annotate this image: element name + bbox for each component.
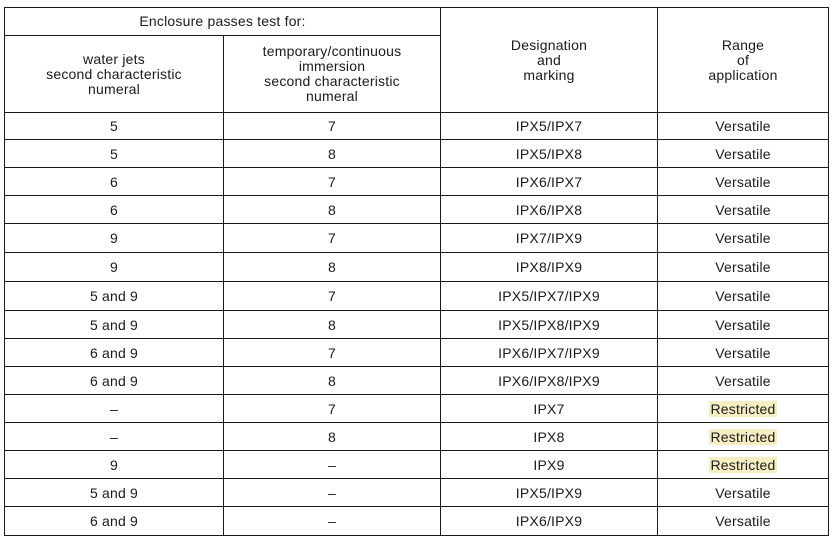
cell-water-jets xyxy=(5,168,224,196)
cell-immersion xyxy=(224,339,441,367)
cell-range xyxy=(658,451,829,479)
cell-designation xyxy=(441,311,658,339)
cell-immersion-text: 7 xyxy=(328,344,336,361)
cell-range-text: Versatile xyxy=(715,173,771,190)
table-row xyxy=(5,282,829,311)
cell-immersion xyxy=(224,507,441,536)
table-row xyxy=(5,253,829,282)
cell-range xyxy=(658,224,829,253)
cell-water-jets-text: 9 xyxy=(110,259,118,275)
table-row xyxy=(5,339,829,367)
cell-designation-text: IPX5/IPX7/IPX9 xyxy=(498,288,600,304)
cell-designation xyxy=(441,196,658,224)
cell-immersion xyxy=(224,282,441,311)
cell-water-jets xyxy=(5,451,224,479)
cell-water-jets xyxy=(5,507,224,536)
cell-range-text: Versatile xyxy=(715,344,771,361)
table-row xyxy=(5,168,829,196)
cell-designation xyxy=(441,507,658,536)
table-row xyxy=(5,479,829,507)
cell-range-text: Versatile xyxy=(715,316,771,333)
cell-range-text: Versatile xyxy=(715,372,771,389)
cell-immersion-text: 8 xyxy=(328,316,336,333)
cell-designation xyxy=(441,451,658,479)
table-row xyxy=(5,311,829,339)
cell-designation-text: IPX5/IPX7 xyxy=(515,118,583,134)
cell-water-jets-text: 9 xyxy=(110,230,118,246)
table-row xyxy=(5,224,829,253)
cell-immersion xyxy=(224,168,441,196)
cell-designation-text: IPX6/IPX8 xyxy=(515,201,583,218)
header-water-jets xyxy=(5,36,224,113)
cell-range xyxy=(658,282,829,311)
cell-range xyxy=(658,339,829,367)
cell-immersion xyxy=(224,253,441,282)
restricted-highlight: Restricted xyxy=(710,400,776,417)
cell-immersion-text: 8 xyxy=(328,201,336,218)
cell-water-jets xyxy=(5,282,224,311)
cell-immersion xyxy=(224,395,441,423)
cell-water-jets-text: – xyxy=(110,400,118,417)
table-row xyxy=(5,507,829,536)
header-line: Range xyxy=(721,36,765,53)
cell-immersion-text: 8 xyxy=(328,259,336,275)
cell-designation-text: IPX6/IPX8/IPX9 xyxy=(498,372,600,389)
cell-designation-text: IPX5/IPX9 xyxy=(515,484,583,501)
cell-range xyxy=(658,367,829,395)
header-line: second characteristic xyxy=(264,73,400,89)
cell-range xyxy=(658,253,829,282)
cell-range xyxy=(658,113,829,140)
cell-designation xyxy=(441,479,658,507)
cell-designation-text: IPX7/IPX9 xyxy=(515,230,583,246)
cell-water-jets xyxy=(5,479,224,507)
cell-range-text: Versatile xyxy=(715,513,771,529)
cell-range xyxy=(658,423,829,451)
cell-immersion xyxy=(224,311,441,339)
cell-water-jets-text: 5 xyxy=(110,145,118,162)
header-line: marking xyxy=(523,66,575,83)
cell-immersion-text: 7 xyxy=(328,173,336,190)
table-row xyxy=(5,196,829,224)
cell-designation xyxy=(441,224,658,253)
header-line: water jets xyxy=(83,50,145,67)
cell-immersion-text: 7 xyxy=(328,400,336,417)
cell-designation xyxy=(441,140,658,168)
cell-immersion-text: – xyxy=(328,456,336,473)
cell-water-jets-text: 6 and 9 xyxy=(89,372,139,389)
ip-rating-table xyxy=(4,7,829,536)
cell-immersion xyxy=(224,224,441,253)
cell-water-jets-text: – xyxy=(110,428,118,445)
header-line: numeral xyxy=(306,88,358,104)
cell-range-text: Versatile xyxy=(715,145,771,162)
cell-range-text: Versatile xyxy=(715,201,771,218)
cell-water-jets xyxy=(5,224,224,253)
cell-water-jets xyxy=(5,339,224,367)
cell-immersion xyxy=(224,113,441,140)
cell-range-text: Versatile xyxy=(715,230,771,246)
header-line: application xyxy=(708,66,778,83)
cell-range xyxy=(658,479,829,507)
header-line: temporary/continuous xyxy=(262,43,402,59)
cell-water-jets-text: 5 and 9 xyxy=(89,316,139,333)
cell-designation-text: IPX6/IPX9 xyxy=(515,513,583,529)
cell-range-text: Versatile xyxy=(715,288,771,304)
cell-designation-text: IPX7 xyxy=(533,400,565,417)
cell-water-jets xyxy=(5,196,224,224)
cell-designation-text: IPX6/IPX7 xyxy=(515,173,583,190)
cell-designation-text: IPX9 xyxy=(533,456,565,473)
cell-water-jets xyxy=(5,367,224,395)
table-row xyxy=(5,367,829,395)
cell-designation-text: IPX5/IPX8 xyxy=(515,145,583,162)
cell-immersion-text: 8 xyxy=(328,428,336,445)
cell-designation xyxy=(441,253,658,282)
table-row xyxy=(5,140,829,168)
cell-water-jets-text: 6 and 9 xyxy=(89,513,139,529)
table-row xyxy=(5,423,829,451)
cell-range xyxy=(658,507,829,536)
cell-immersion xyxy=(224,423,441,451)
cell-immersion-text: 7 xyxy=(328,288,336,304)
cell-designation xyxy=(441,367,658,395)
cell-immersion xyxy=(224,451,441,479)
cell-water-jets xyxy=(5,395,224,423)
cell-range-text: Versatile xyxy=(715,484,771,501)
header-line: of xyxy=(736,51,750,68)
cell-immersion xyxy=(224,140,441,168)
cell-designation-text: IPX5/IPX8/IPX9 xyxy=(498,316,600,333)
header-line: immersion xyxy=(298,58,366,74)
cell-immersion xyxy=(224,196,441,224)
cell-designation-text: IPX8 xyxy=(533,428,565,445)
cell-designation-text: IPX8/IPX9 xyxy=(515,259,583,275)
cell-immersion-text: – xyxy=(328,484,336,501)
cell-water-jets xyxy=(5,113,224,140)
cell-water-jets xyxy=(5,253,224,282)
cell-immersion-text: 8 xyxy=(328,145,336,162)
cell-range xyxy=(658,311,829,339)
cell-water-jets xyxy=(5,311,224,339)
cell-immersion-text: 8 xyxy=(328,372,336,389)
cell-immersion-text: 7 xyxy=(328,118,336,134)
cell-water-jets xyxy=(5,140,224,168)
cell-immersion-text: – xyxy=(328,513,336,529)
cell-range xyxy=(658,140,829,168)
cell-water-jets-text: 6 xyxy=(110,201,118,218)
cell-range xyxy=(658,196,829,224)
header-range-of-application xyxy=(658,8,829,113)
cell-designation xyxy=(441,282,658,311)
cell-water-jets-text: 5 xyxy=(110,118,118,134)
cell-water-jets-text: 5 and 9 xyxy=(89,288,139,304)
group-header-enclosure-passes-test: Enclosure passes test for: xyxy=(5,8,441,36)
cell-range xyxy=(658,395,829,423)
header-line: second characteristic xyxy=(46,65,182,82)
cell-designation xyxy=(441,423,658,451)
cell-immersion xyxy=(224,479,441,507)
cell-immersion-text: 7 xyxy=(328,230,336,246)
cell-water-jets-text: 5 and 9 xyxy=(89,484,139,501)
table-row xyxy=(5,451,829,479)
header-line: numeral xyxy=(88,80,140,97)
cell-range-text: Versatile xyxy=(715,118,771,134)
restricted-highlight: Restricted xyxy=(710,456,776,473)
cell-designation xyxy=(441,395,658,423)
cell-range xyxy=(658,168,829,196)
header-designation-and-marking xyxy=(441,8,658,113)
table-row xyxy=(5,113,829,140)
cell-designation xyxy=(441,168,658,196)
cell-designation xyxy=(441,339,658,367)
cell-water-jets-text: 9 xyxy=(110,456,118,473)
restricted-highlight: Restricted xyxy=(710,428,776,445)
header-immersion xyxy=(224,36,441,113)
table-body xyxy=(5,113,829,536)
header-line: and xyxy=(537,51,561,68)
cell-water-jets-text: 6 xyxy=(110,173,118,190)
cell-immersion xyxy=(224,367,441,395)
cell-designation-text: IPX6/IPX7/IPX9 xyxy=(498,344,600,361)
cell-water-jets-text: 6 and 9 xyxy=(89,344,139,361)
table-row xyxy=(5,395,829,423)
cell-designation xyxy=(441,113,658,140)
cell-range-text: Versatile xyxy=(715,259,771,275)
cell-water-jets xyxy=(5,423,224,451)
header-line: Designation xyxy=(510,36,588,53)
